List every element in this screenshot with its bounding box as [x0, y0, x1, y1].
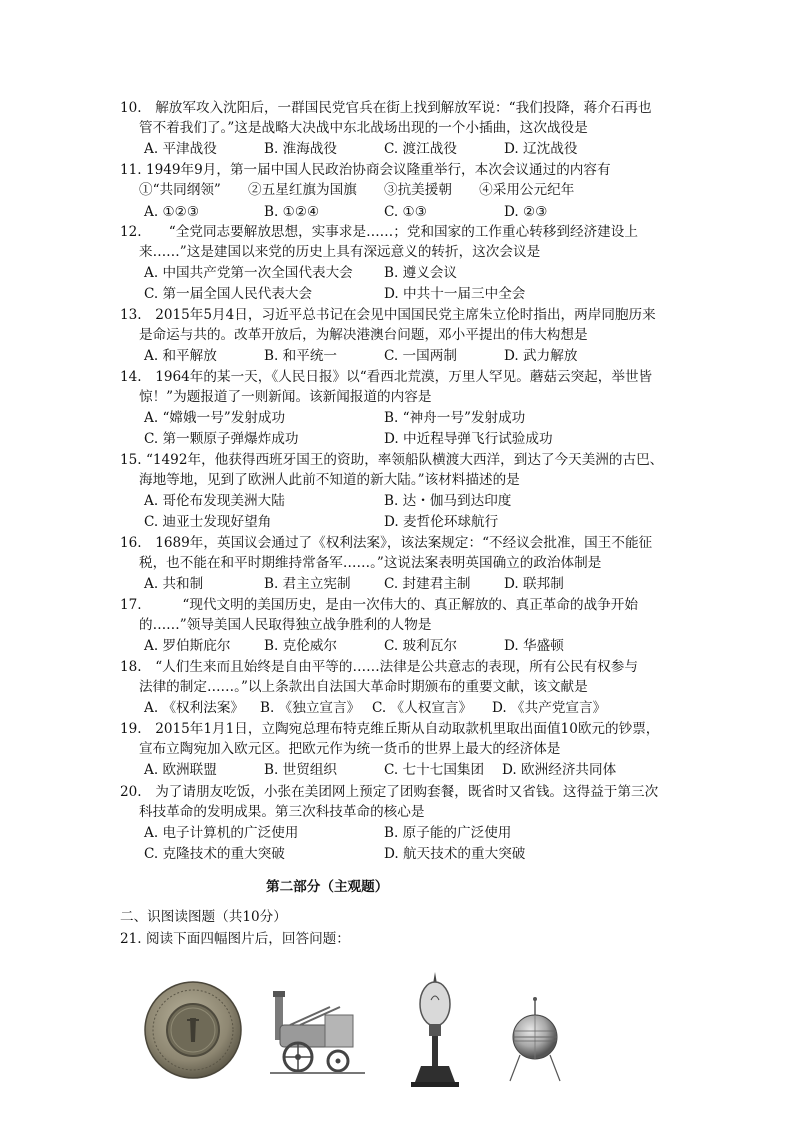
satellite-image [500, 995, 570, 1085]
q20-stem-line2: 科技革命的发明成果。第三次科技革命的核心是 [139, 804, 425, 820]
q15-option-c: C. 迪亚士发现好望角 [144, 514, 272, 530]
q14-option-d: D. 中近程导弹飞行试验成功 [384, 431, 553, 447]
lamp-image [405, 970, 465, 1090]
q17-stem-line2: 的……”领导美国人民取得独立战争胜利的人物是 [139, 617, 432, 633]
q17-stem-line1: 17. “现代文明的美国历史，是由一次伟大的、真正解放的、真正革命的战争开始 [120, 597, 638, 613]
q16-option-b: B. 君主立宪制 [264, 576, 351, 592]
q13-option-c: C. 一国两制 [384, 348, 457, 364]
q15-stem-line1: 15. “1492年，他获得西班牙国王的资助，率领船队横渡大西洋，到达了今天美洲的古巴、 [120, 452, 664, 468]
q21-pictures [0, 965, 794, 1095]
q17-option-a: A. 罗伯斯庇尔 [144, 638, 231, 654]
q10-stem-line2: 管不着我们了。”这是战略大决战中东北战场出现的一个小插曲，这次战役是 [139, 120, 588, 136]
q20-option-b: B. 原子能的广泛使用 [384, 825, 512, 841]
q10-stem-line1: 10. 解放军攻入沈阳后，一群国民党官兵在街上找到解放军说：“我们投降，蒋介石再也 [120, 100, 652, 116]
q11-option-c: C. ①③ [384, 204, 427, 220]
q15-stem-line2: 海地等地，见到了欧洲人此前不知道的新大陆。”该材料描述的是 [139, 472, 520, 488]
q13-option-d: D. 武力解放 [504, 348, 578, 364]
q15-option-d: D. 麦哲伦环球航行 [384, 514, 499, 530]
q15-option-b: B. 达・伽马到达印度 [384, 493, 512, 509]
q20-stem-line1: 20. 为了请朋友吃饭，小张在美团网上预定了团购套餐，既省时又省钱。这得益于第三次 [120, 784, 659, 800]
q16-option-a: A. 共和制 [144, 576, 204, 592]
q16-stem-line1: 16. 1689年，英国议会通过了《权利法案》，该法案规定：“不经议会批准，国王不能征 [120, 535, 653, 551]
q10-option-a: A. 平津战役 [144, 141, 217, 157]
q12-option-c: C. 第一届全国人民代表大会 [144, 286, 313, 302]
q18-option-a: A. 《权利法案》 [144, 700, 245, 716]
q11-option-a: A. ①②③ [144, 204, 200, 220]
q10-option-b: B. 淮海战役 [264, 141, 338, 157]
q14-stem-line1: 14. 1964年的某一天，《人民日报》以“看西北荒漠，万里人罕见。蘑菇云突起，举世皆 [120, 369, 653, 385]
q11-stem-line2: ①“共同纲领” ②五星红旗为国旗 ③抗美援朝 ④采用公元纪年 [139, 182, 575, 198]
q14-stem-line2: 惊！”为题报道了一则新闻。该新闻报道的内容是 [139, 389, 432, 405]
q18-stem-line2: 法律的制定……。”以上条款出自法国大革命时期颁布的重要文献，该文献是 [139, 679, 588, 695]
q13-option-b: B. 和平统一 [264, 348, 338, 364]
q18-stem-line1: 18. “人们生来而且始终是自由平等的……法律是公共意志的表现，所有公民有权参与 [120, 659, 638, 675]
q12-option-b: B. 遵义会议 [384, 265, 458, 281]
q11-option-d: D. ②③ [504, 204, 548, 220]
q13-stem-line2: 是命运与共的。改革开放后，为解决港澳台问题，邓小平提出的伟大构想是 [139, 327, 588, 343]
q19-stem-line1: 19. 2015年1月1日，立陶宛总理布特克维丘斯从自动取款机里取出面值10欧元的钞票， [120, 721, 660, 737]
q20-option-d: D. 航天技术的重大突破 [384, 846, 526, 862]
q12-option-a: A. 中国共产党第一次全国代表大会 [144, 265, 353, 281]
q19-option-c: C. 七十七国集团 [384, 762, 485, 778]
q21-stem: 21. 阅读下面四幅图片后，回答问题： [120, 931, 350, 947]
q20-option-c: C. 克隆技术的重大突破 [144, 846, 285, 862]
q18-option-d: D. 《共产党宣言》 [492, 700, 607, 716]
q10-option-d: D. 辽沈战役 [504, 141, 578, 157]
q13-option-a: A. 和平解放 [144, 348, 217, 364]
part2-title: 第二部分（主观题） [266, 879, 389, 895]
q12-stem-line2: 来……”这是建国以来党的历史上具有深远意义的转折，这次会议是 [139, 244, 541, 260]
q17-option-b: B. 克伦威尔 [264, 638, 338, 654]
q16-option-c: C. 封建君主制 [384, 576, 471, 592]
q17-option-d: D. 华盛顿 [504, 638, 564, 654]
q11-option-b: B. ①②④ [264, 204, 320, 220]
q18-option-c: C. 《人权宣言》 [372, 700, 473, 716]
q14-option-b: B. “神舟一号”发射成功 [384, 410, 526, 426]
q16-stem-line2: 税，也不能在和平时期维持常备军……。”这说法案表明英国确立的政治体制是 [139, 555, 602, 571]
locomotive-image [270, 985, 365, 1080]
q19-stem-line2: 宣布立陶宛加入欧元区。把欧元作为统一货币的世界上最大的经济体是 [139, 741, 561, 757]
q10-option-c: C. 渡江战役 [384, 141, 457, 157]
q19-option-d: D. 欧洲经济共同体 [502, 762, 617, 778]
q13-stem-line1: 13. 2015年5月4日，习近平总书记在会见中国国民党主席朱立伦时指出，两岸同胞历来 [120, 307, 656, 323]
q15-option-a: A. 哥伦布发现美洲大陆 [144, 493, 285, 509]
section-title: 二、识图读图题（共10分） [120, 909, 287, 925]
q14-option-c: C. 第一颗原子弹爆炸成功 [144, 431, 299, 447]
q20-option-a: A. 电子计算机的广泛使用 [144, 825, 299, 841]
q18-option-b: B. 《独立宣言》 [260, 700, 361, 716]
q12-option-d: D. 中共十一届三中全会 [384, 286, 526, 302]
q16-option-d: D. 联邦制 [504, 576, 564, 592]
q19-option-a: A. 欧洲联盟 [144, 762, 217, 778]
q19-option-b: B. 世贸组织 [264, 762, 338, 778]
coin-image [143, 980, 243, 1080]
q12-stem-line1: 12. “全党同志要解放思想，实事求是……；党和国家的工作重心转移到经济建设上 [120, 224, 638, 240]
q17-option-c: C. 玻利瓦尔 [384, 638, 457, 654]
q14-option-a: A. “嫦娥一号”发射成功 [144, 410, 286, 426]
q11-stem-line1: 11. 1949年9月，第一届中国人民政治协商会议隆重举行，本次会议通过的内容有 [120, 162, 611, 178]
